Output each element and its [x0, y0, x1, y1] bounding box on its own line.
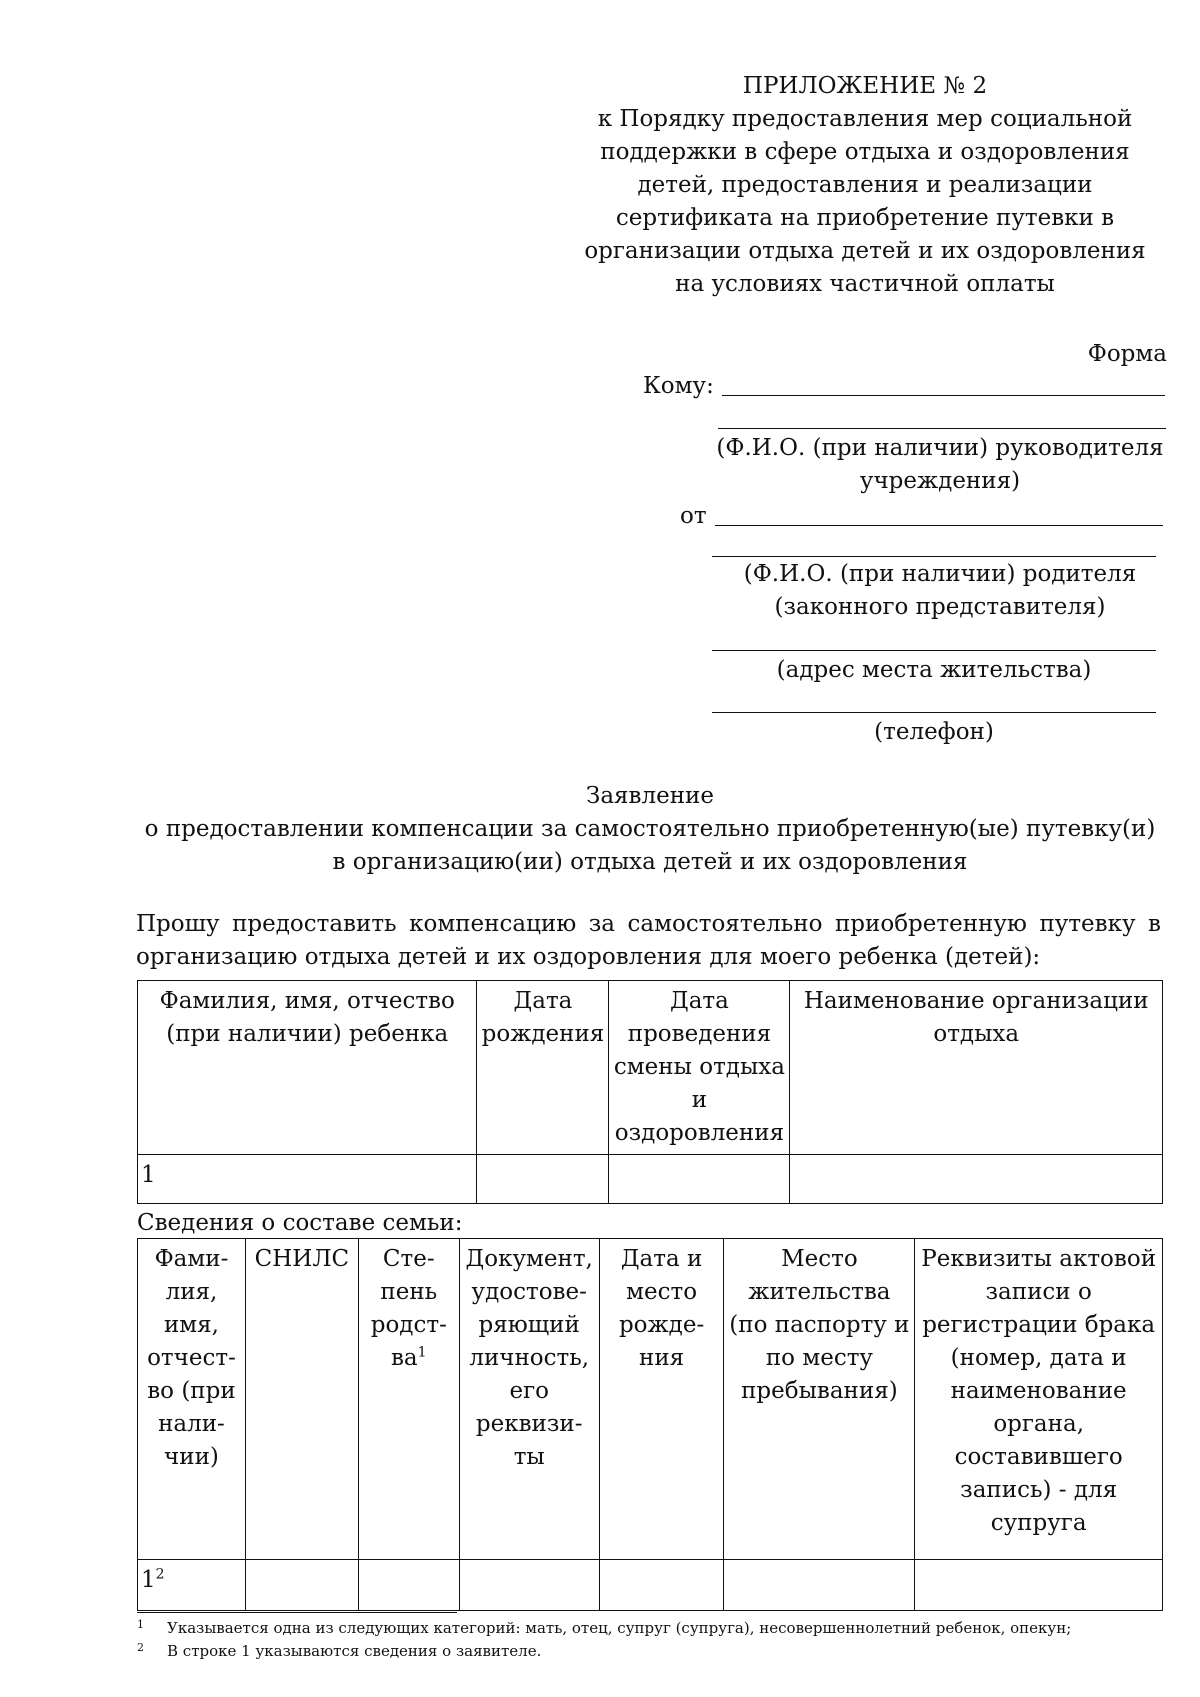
- appendix-line: к Порядку предоставления мер социальной: [597, 106, 1133, 132]
- header-organization: Наименование организации отдыха: [790, 981, 1163, 1155]
- cell-marriage-record[interactable]: [915, 1560, 1163, 1611]
- footnote: [137, 1641, 541, 1661]
- from-label: от: [680, 503, 707, 529]
- to-input-line[interactable]: [722, 395, 1165, 396]
- row-number: 1: [141, 1567, 156, 1593]
- header-child-name: Фамилия, имя, отчество (при наличии) ребенка: [138, 981, 477, 1155]
- table-row: [138, 1560, 1163, 1611]
- footnote-text: Указывается одна из следующих категорий: мать, отец, супруг (супруга), несовершеннолетний ребенок, опекун;: [167, 1619, 1072, 1637]
- cell-identity-document[interactable]: [459, 1560, 599, 1611]
- intro-paragraph: Прошу предоставить компенсацию за самостоятельно приобретенную путевку в организацию отдыха детей и их оздоровления для моего ребенка (детей):: [136, 911, 1161, 970]
- appendix-header: [565, 70, 1165, 301]
- phone-input-line[interactable]: [712, 712, 1156, 713]
- from-input-line-2[interactable]: [712, 556, 1156, 557]
- table-row: [138, 1155, 1163, 1204]
- header-snils: СНИЛС: [245, 1239, 358, 1560]
- header-session-date: Дата проведения смены отдыха и оздоровления: [609, 981, 790, 1155]
- to-label: Кому:: [643, 373, 714, 399]
- footnote: [137, 1618, 1071, 1638]
- cell-birth-date[interactable]: [477, 1155, 609, 1204]
- statement-title-line: в организацию(ии) отдыха детей и их оздоровления: [332, 849, 968, 875]
- appendix-title: ПРИЛОЖЕНИЕ № 2: [742, 73, 988, 99]
- from-caption-line: (Ф.И.О. (при наличии) родителя: [743, 561, 1137, 587]
- children-table-header: [138, 981, 1163, 1155]
- footnote-ref: 2: [155, 1566, 165, 1583]
- to-caption-line: (Ф.И.О. (при наличии) руководителя: [716, 435, 1164, 461]
- row-number: 1: [138, 1155, 477, 1204]
- to-caption-line: учреждения): [859, 468, 1021, 494]
- family-table-header: [138, 1239, 1163, 1560]
- header-kinship: [358, 1239, 459, 1560]
- address-caption: (адрес места жительства): [776, 657, 1092, 683]
- cell-residence[interactable]: [724, 1560, 915, 1611]
- cell-session-date[interactable]: [609, 1155, 790, 1204]
- to-caption: [700, 432, 1180, 498]
- address-input-line[interactable]: [712, 650, 1156, 651]
- from-caption: [690, 558, 1190, 624]
- footnote-mark: 2: [137, 1641, 144, 1654]
- header-birth-date: Дата рождения: [477, 981, 609, 1155]
- footnote-text: В строке 1 указываются сведения о заявителе.: [167, 1642, 542, 1660]
- family-table: [137, 1238, 1163, 1611]
- appendix-line: поддержки в сфере отдыха и оздоровления: [600, 139, 1130, 165]
- header-residence: Место жительства (по паспорту и по месту пребывания): [724, 1239, 915, 1560]
- cell-birth-date-place[interactable]: [599, 1560, 724, 1611]
- appendix-line: на условиях частичной оплаты: [675, 271, 1055, 297]
- appendix-line: организации отдыха детей и их оздоровления: [584, 238, 1146, 264]
- phone-caption: (телефон): [874, 719, 994, 745]
- from-field-row: [680, 500, 1163, 533]
- to-field-row: [643, 370, 1165, 403]
- statement-title-line: о предоставлении компенсации за самостоятельно приобретенную(ые) путевку(и): [144, 816, 1156, 842]
- header-identity-document: Документ, удостове-ряющий личность, его реквизи-ты: [459, 1239, 599, 1560]
- header-full-name: Фами-лия, имя, отчест-во (при нали-чии): [138, 1239, 246, 1560]
- header-birth-date-place: Дата и место рожде-ния: [599, 1239, 724, 1560]
- footnote-divider: [137, 1612, 457, 1613]
- to-input-line-2[interactable]: [718, 428, 1166, 429]
- form-label: Форма: [1087, 341, 1167, 367]
- from-caption-line: (законного представителя): [774, 594, 1106, 620]
- appendix-line: сертификата на приобретение путевки в: [615, 205, 1115, 231]
- statement-title-line: Заявление: [586, 783, 714, 809]
- statement-title: [100, 780, 1200, 879]
- footnote-ref: 1: [417, 1344, 427, 1361]
- cell-kinship[interactable]: [358, 1560, 459, 1611]
- header-marriage-record: Реквизиты актовой записи о регистрации брака (номер, дата и наименование органа, составившего запись) - для супруга: [915, 1239, 1163, 1560]
- cell-snils[interactable]: [245, 1560, 358, 1611]
- row-number-cell: [138, 1560, 246, 1611]
- children-table: [137, 980, 1163, 1204]
- header-kinship-text: Сте-пень родст-ва: [370, 1246, 447, 1371]
- footnote-mark: 1: [137, 1618, 144, 1631]
- cell-organization[interactable]: [790, 1155, 1163, 1204]
- from-input-line[interactable]: [715, 525, 1163, 526]
- appendix-line: детей, предоставления и реализации: [637, 172, 1093, 198]
- family-section-label: Сведения о составе семьи:: [137, 1210, 463, 1236]
